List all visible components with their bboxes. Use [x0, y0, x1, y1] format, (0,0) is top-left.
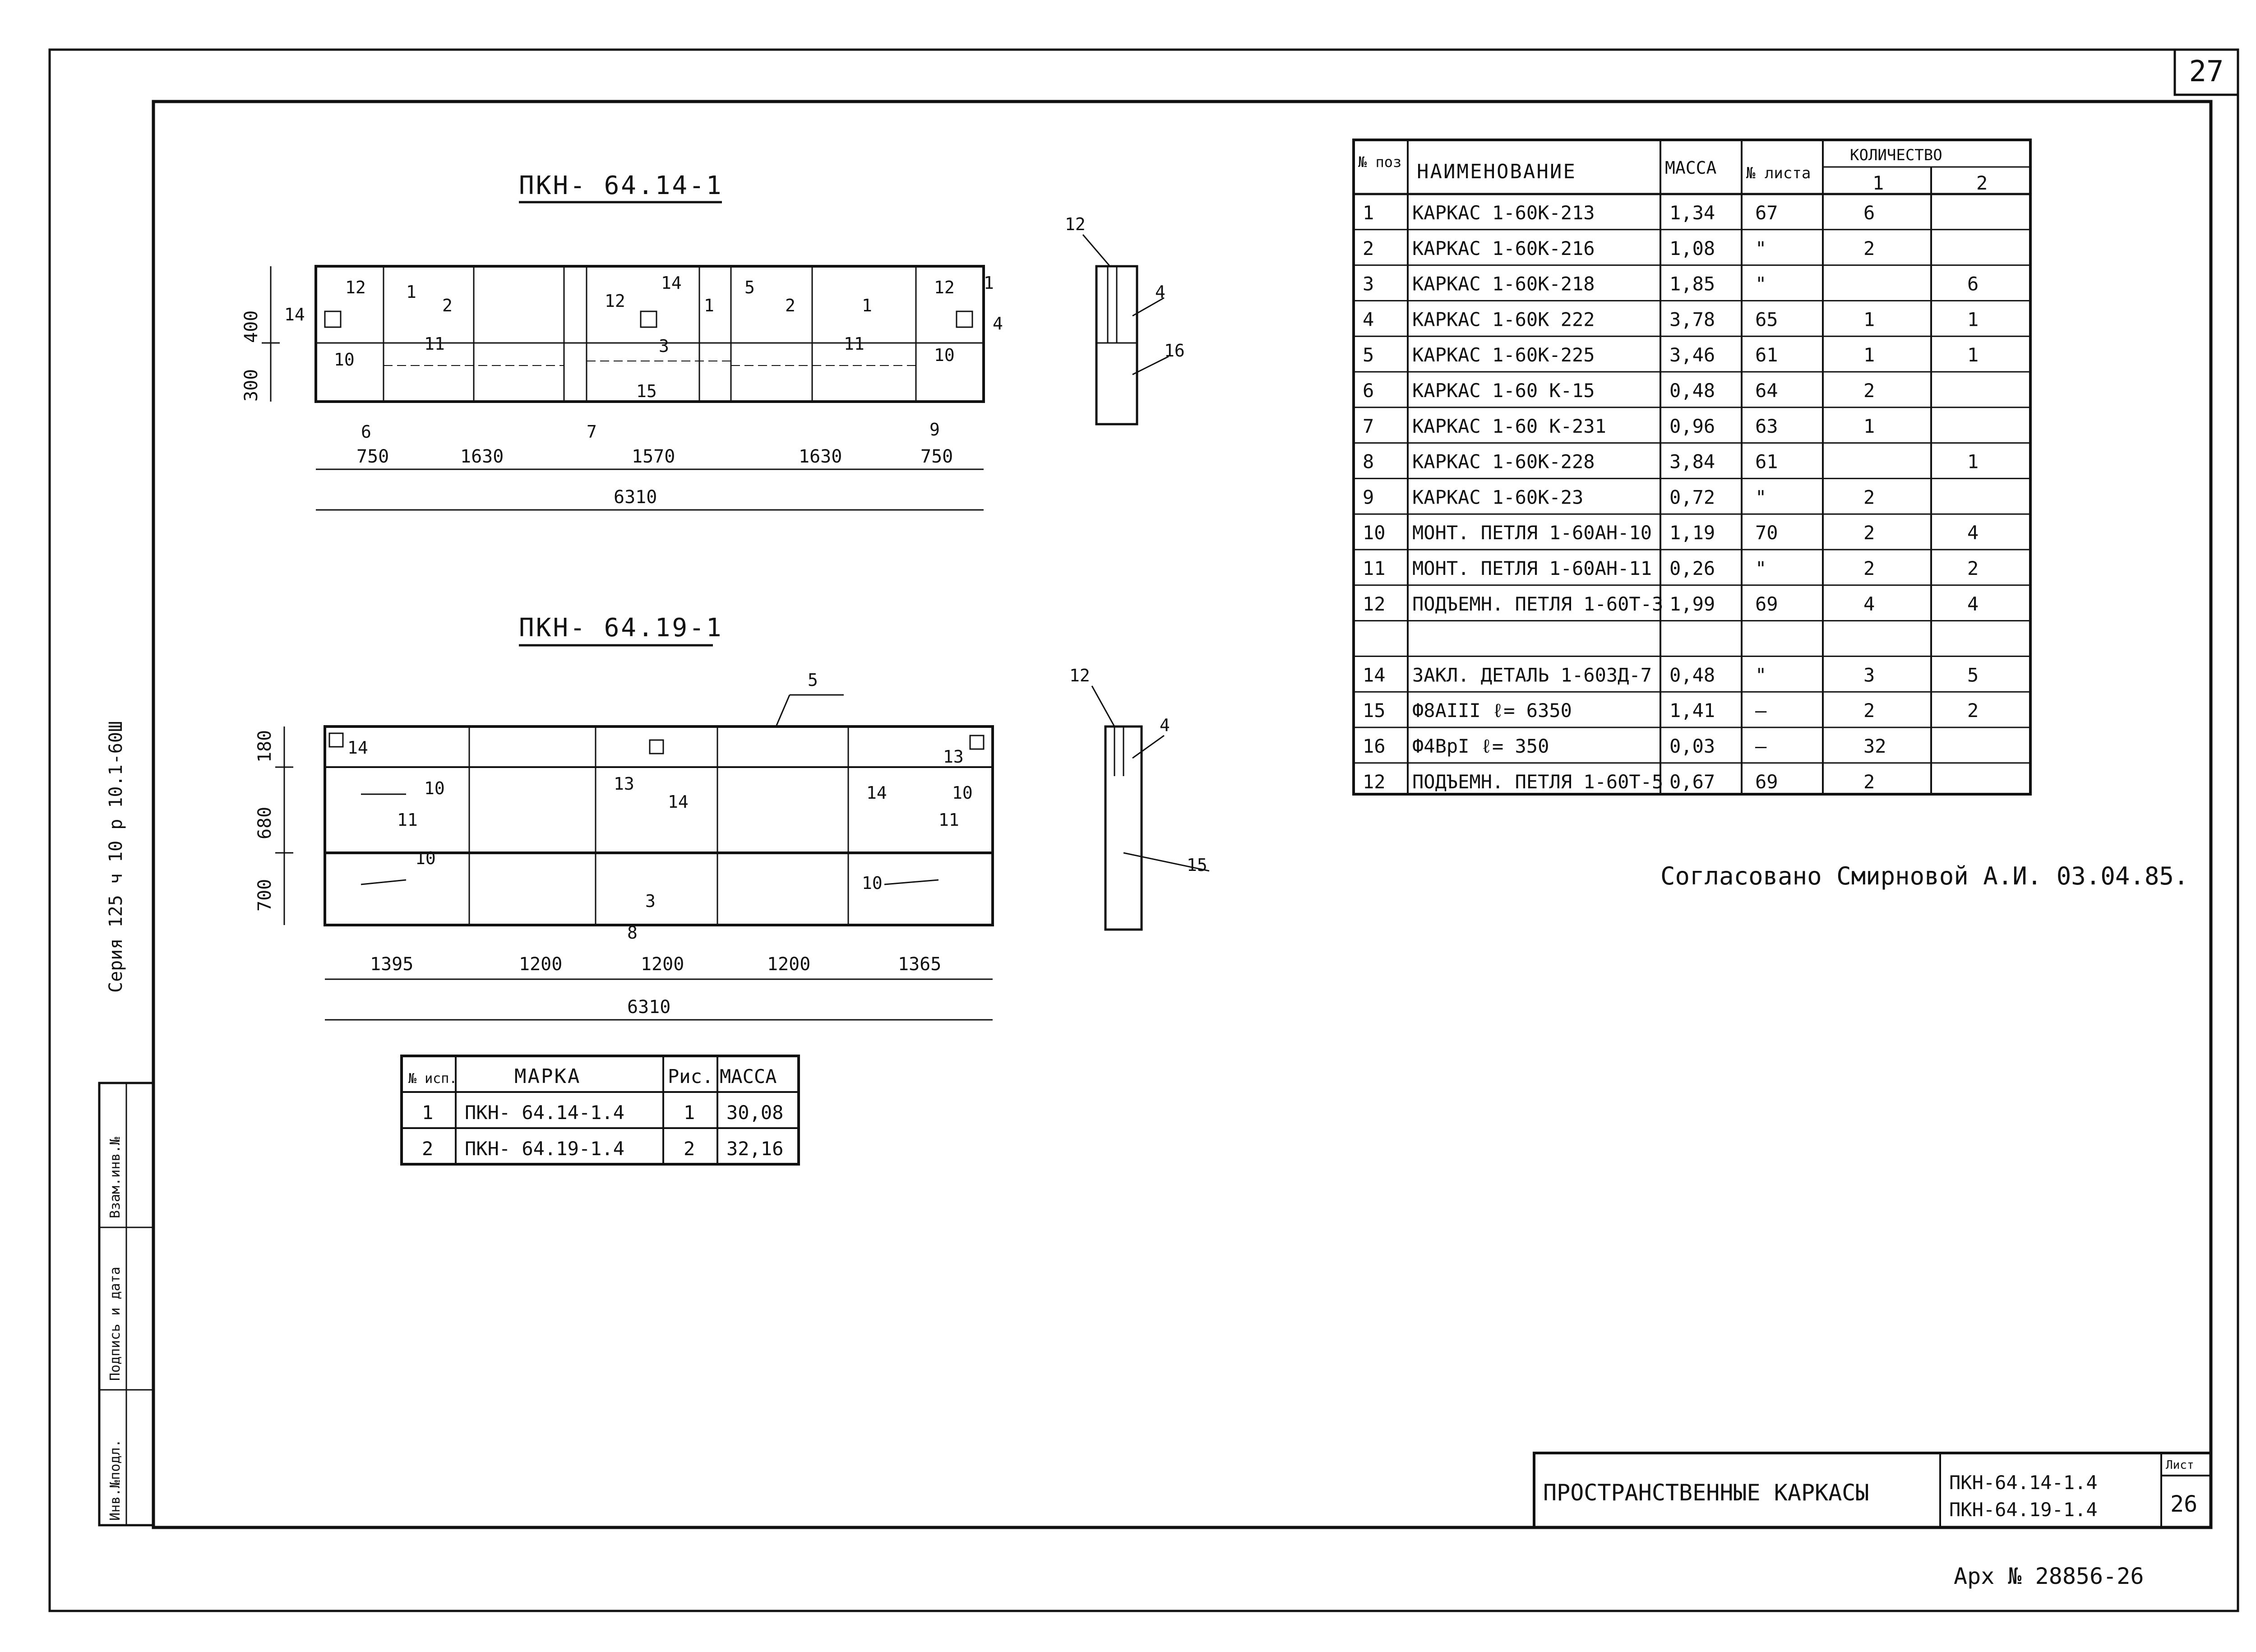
- stamp-replace-label: Взам.инв.№: [107, 1137, 123, 1218]
- spec-cell: 2: [1863, 486, 1875, 509]
- marker: 8: [627, 923, 638, 943]
- spec-cell: 4: [1863, 592, 1875, 615]
- view1-title: ПКН- 64.14-1: [519, 171, 723, 200]
- spec-cell: 1,99: [1669, 592, 1715, 615]
- spec-cell: 11: [1363, 557, 1386, 579]
- dim: 1630: [799, 446, 842, 467]
- marker: 15: [636, 381, 657, 401]
- section1-label: 16: [1164, 341, 1185, 361]
- spec-cell: ПОДЪЕМН. ПЕТЛЯ 1-60Т-3: [1412, 592, 1664, 615]
- marker: 14: [284, 305, 305, 324]
- marker: 14: [866, 783, 887, 803]
- spec-cell: Ф8АIII ℓ= 6350: [1412, 699, 1572, 722]
- section1-drawing: [1083, 235, 1169, 424]
- spec-cell: 0,72: [1669, 486, 1715, 509]
- spec-cell: 0,48: [1669, 379, 1715, 402]
- spec-cell: 69: [1755, 770, 1778, 793]
- spec-cell: 10: [1363, 522, 1386, 544]
- spec-cell: 70: [1755, 522, 1778, 544]
- marker: 10: [424, 778, 445, 798]
- marker: 12: [934, 278, 955, 297]
- stamp-inv-label: Инв.№подл.: [107, 1439, 123, 1521]
- marker: 13: [943, 747, 964, 767]
- dim: 1395: [370, 954, 414, 975]
- archive-number: Арх № 28856-26: [1954, 1563, 2144, 1589]
- spec-cell: 5: [1967, 664, 1979, 686]
- marker: 2: [785, 296, 795, 315]
- spec-header-q1: 1: [1872, 172, 1884, 194]
- spec-cell: —: [1755, 699, 1767, 722]
- marks-cell: 1: [684, 1101, 695, 1124]
- spec-cell: КАРКАС 1-60К-228: [1412, 450, 1595, 473]
- marker: 5: [744, 278, 755, 297]
- marker: 11: [397, 810, 418, 830]
- spec-cell: КАРКАС 1-60К-213: [1412, 202, 1595, 224]
- spec-cell: 2: [1863, 379, 1875, 402]
- spec-cell: 2: [1363, 237, 1374, 259]
- spec-cell: 4: [1967, 592, 1979, 615]
- spec-cell: 12: [1363, 592, 1386, 615]
- spec-cell: 9: [1363, 486, 1374, 509]
- spec-cell: МОНТ. ПЕТЛЯ 1-60АН-11: [1412, 557, 1652, 579]
- spec-cell: 1,19: [1669, 522, 1715, 544]
- spec-cell: КАРКАС 1-60 К-231: [1412, 415, 1606, 437]
- stamp-mark-1: ПКН-64.14-1.4: [1949, 1472, 2098, 1494]
- marker: 10: [862, 873, 883, 893]
- marks-header-mass: МАССА: [720, 1065, 777, 1087]
- spec-cell: ЗАКЛ. ДЕТАЛЬ 1-60ЗД-7: [1412, 664, 1652, 686]
- marks-cell: 32,16: [726, 1138, 784, 1160]
- dim: 1200: [641, 954, 684, 975]
- sheet-frame: [50, 50, 2238, 1611]
- marker: 14: [668, 792, 689, 812]
- spec-cell: 5: [1363, 344, 1374, 366]
- section1-label: 4: [1155, 282, 1165, 302]
- spec-cell: Ф4ВрI ℓ= 350: [1412, 735, 1549, 757]
- section1-label: 12: [1065, 214, 1086, 234]
- marks-cell: ПКН- 64.14-1.4: [465, 1101, 625, 1124]
- dim: 1365: [898, 954, 942, 975]
- spec-header-q2: 2: [1976, 172, 1988, 194]
- marker: 9: [929, 420, 940, 440]
- spec-cell: 64: [1755, 379, 1778, 402]
- spec-cell: 0,67: [1669, 770, 1715, 793]
- spec-cell: 15: [1363, 699, 1386, 722]
- spec-cell: 1: [1967, 308, 1979, 331]
- spec-cell: 32: [1863, 735, 1886, 757]
- marker: 3: [659, 336, 669, 356]
- spec-cell: КАРКАС 1-60К-23: [1412, 486, 1584, 509]
- spec-cell: 2: [1863, 522, 1875, 544]
- spec-cell: 1: [1967, 344, 1979, 366]
- stamp-mark-2: ПКН-64.19-1.4: [1949, 1499, 2098, 1521]
- spec-cell: 67: [1755, 202, 1778, 224]
- marker: 13: [614, 774, 634, 794]
- spec-header-sheet: № листа: [1746, 164, 1811, 182]
- spec-cell: 2: [1863, 699, 1875, 722]
- marks-header-num: № исп.: [408, 1071, 458, 1087]
- spec-cell: 2: [1863, 237, 1875, 259]
- spec-cell: КАРКАС 1-60К-218: [1412, 273, 1595, 295]
- marker: 4: [993, 314, 1003, 333]
- spec-cell: 6: [1967, 273, 1979, 295]
- spec-cell: 1: [1363, 202, 1374, 224]
- marker: 10: [934, 345, 955, 365]
- view2-markers: [347, 670, 973, 943]
- spec-cell: 12: [1363, 770, 1386, 793]
- marker: 12: [345, 278, 366, 297]
- spec-cell: 1: [1863, 308, 1875, 331]
- dim: 750: [356, 446, 389, 467]
- dim-total: 6310: [614, 487, 657, 508]
- marks-header-mark: МАРКА: [514, 1065, 581, 1088]
- spec-cell: 3,78: [1669, 308, 1715, 331]
- dim: 680: [254, 806, 275, 839]
- spec-cell: 7: [1363, 415, 1374, 437]
- marker: 1: [984, 273, 994, 293]
- marker: 11: [938, 810, 959, 830]
- marks-cell: 2: [422, 1138, 434, 1160]
- spec-header-name: НАИМЕНОВАНИЕ: [1417, 160, 1576, 183]
- spec-cell: 3: [1363, 273, 1374, 295]
- agreement-note: Согласовано Смирновой А.И. 03.04.85.: [1660, 862, 2189, 890]
- spec-cell: КАРКАС 1-60К-216: [1412, 237, 1595, 259]
- spec-header-qty: КОЛИЧЕСТВО: [1850, 146, 1942, 164]
- dim: 1200: [767, 954, 811, 975]
- view1-markers: [284, 273, 1003, 442]
- dim: 1200: [519, 954, 563, 975]
- spec-cell: 0,96: [1669, 415, 1715, 437]
- spec-cell: КАРКАС 1-60К-225: [1412, 344, 1595, 366]
- marker: 1: [704, 296, 714, 315]
- spec-cell: ": [1755, 273, 1767, 295]
- marker: 6: [361, 422, 371, 442]
- spec-cell: 2: [1863, 557, 1875, 579]
- spec-cell: 14: [1363, 664, 1386, 686]
- marker: 1: [862, 296, 872, 315]
- stamp-sheet-number: 26: [2170, 1491, 2198, 1517]
- spec-cell: 61: [1755, 344, 1778, 366]
- marker: 1: [406, 282, 416, 302]
- dim: 400: [241, 310, 262, 343]
- marker: 14: [347, 738, 368, 758]
- spec-header-pos: № поз: [1358, 153, 1402, 171]
- series-label: Серия 125 ч 10 р 10.1-60Ш: [106, 721, 126, 993]
- spec-cell: 3,84: [1669, 450, 1715, 473]
- spec-cell: —: [1755, 735, 1767, 757]
- spec-cell: ": [1755, 557, 1767, 579]
- spec-cell: 1: [1967, 450, 1979, 473]
- spec-cell: 6: [1863, 202, 1875, 224]
- stamp-title: ПРОСТРАНСТВЕННЫЕ КАРКАСЫ: [1543, 1480, 1869, 1506]
- spec-cell: 69: [1755, 592, 1778, 615]
- spec-cell: 1,34: [1669, 202, 1715, 224]
- stamp-sign-label: Подпись и дата: [107, 1267, 123, 1381]
- view2-dimensions: [254, 730, 941, 1018]
- marks-header-fig: Рис.: [668, 1065, 714, 1087]
- spec-cell: 0,48: [1669, 664, 1715, 686]
- marker: 11: [424, 334, 445, 354]
- spec-cell: 65: [1755, 308, 1778, 331]
- spec-cell: 2: [1967, 699, 1979, 722]
- dim: 1570: [632, 446, 675, 467]
- marker: 2: [442, 296, 453, 315]
- dim-total: 6310: [627, 997, 671, 1018]
- section2-label: 4: [1160, 715, 1170, 735]
- section2-label: 12: [1069, 666, 1090, 685]
- marks-cell: 2: [684, 1138, 695, 1160]
- marker: 14: [661, 273, 682, 293]
- spec-cell: 1,08: [1669, 237, 1715, 259]
- spec-cell: 61: [1755, 450, 1778, 473]
- section2-drawing: [1092, 686, 1209, 930]
- spec-cell: 4: [1967, 522, 1979, 544]
- dim: 300: [241, 369, 262, 402]
- spec-cell: ": [1755, 664, 1767, 686]
- spec-cell: 6: [1363, 379, 1374, 402]
- spec-cell: 1: [1863, 415, 1875, 437]
- dim: 750: [920, 446, 953, 467]
- spec-cell: КАРКАС 1-60К 222: [1412, 308, 1595, 331]
- spec-cell: ": [1755, 237, 1767, 259]
- spec-table-rows: [1354, 202, 2030, 793]
- spec-cell: МОНТ. ПЕТЛЯ 1-60АН-10: [1412, 522, 1652, 544]
- spec-cell: 3: [1863, 664, 1875, 686]
- spec-header-mass: МАССА: [1665, 158, 1717, 178]
- marker: 3: [645, 891, 656, 911]
- marker: 10: [952, 783, 973, 803]
- dim: 180: [254, 730, 275, 763]
- marks-cell: 1: [422, 1101, 434, 1124]
- dim: 700: [254, 879, 275, 912]
- spec-cell: 16: [1363, 735, 1386, 757]
- spec-cell: 0,26: [1669, 557, 1715, 579]
- spec-cell: 63: [1755, 415, 1778, 437]
- spec-cell: 1: [1863, 344, 1875, 366]
- spec-cell: 2: [1967, 557, 1979, 579]
- marks-cell: ПКН- 64.19-1.4: [465, 1138, 625, 1160]
- marker: 11: [844, 334, 864, 354]
- dim: 1630: [460, 446, 504, 467]
- marker: 10: [334, 350, 355, 370]
- marker: 7: [587, 422, 597, 442]
- spec-cell: 2: [1863, 770, 1875, 793]
- marks-cell: 30,08: [726, 1101, 784, 1124]
- spec-cell: 0,03: [1669, 735, 1715, 757]
- spec-cell: 8: [1363, 450, 1374, 473]
- spec-cell: ": [1755, 486, 1767, 509]
- marker: 10: [415, 848, 436, 868]
- section2-label: 15: [1187, 855, 1207, 875]
- spec-cell: 1,85: [1669, 273, 1715, 295]
- spec-cell: 3,46: [1669, 344, 1715, 366]
- spec-cell: 4: [1363, 308, 1374, 331]
- spec-cell: ПОДЪЕМН. ПЕТЛЯ 1-60Т-5: [1412, 770, 1664, 793]
- stamp-sheet-label: Лист: [2166, 1458, 2194, 1472]
- marker: 5: [808, 670, 818, 690]
- view2-title: ПКН- 64.19-1: [519, 613, 723, 643]
- marker: 12: [605, 291, 625, 311]
- page-number: 27: [2189, 55, 2224, 88]
- spec-cell: КАРКАС 1-60 К-15: [1412, 379, 1595, 402]
- spec-cell: 1,41: [1669, 699, 1715, 722]
